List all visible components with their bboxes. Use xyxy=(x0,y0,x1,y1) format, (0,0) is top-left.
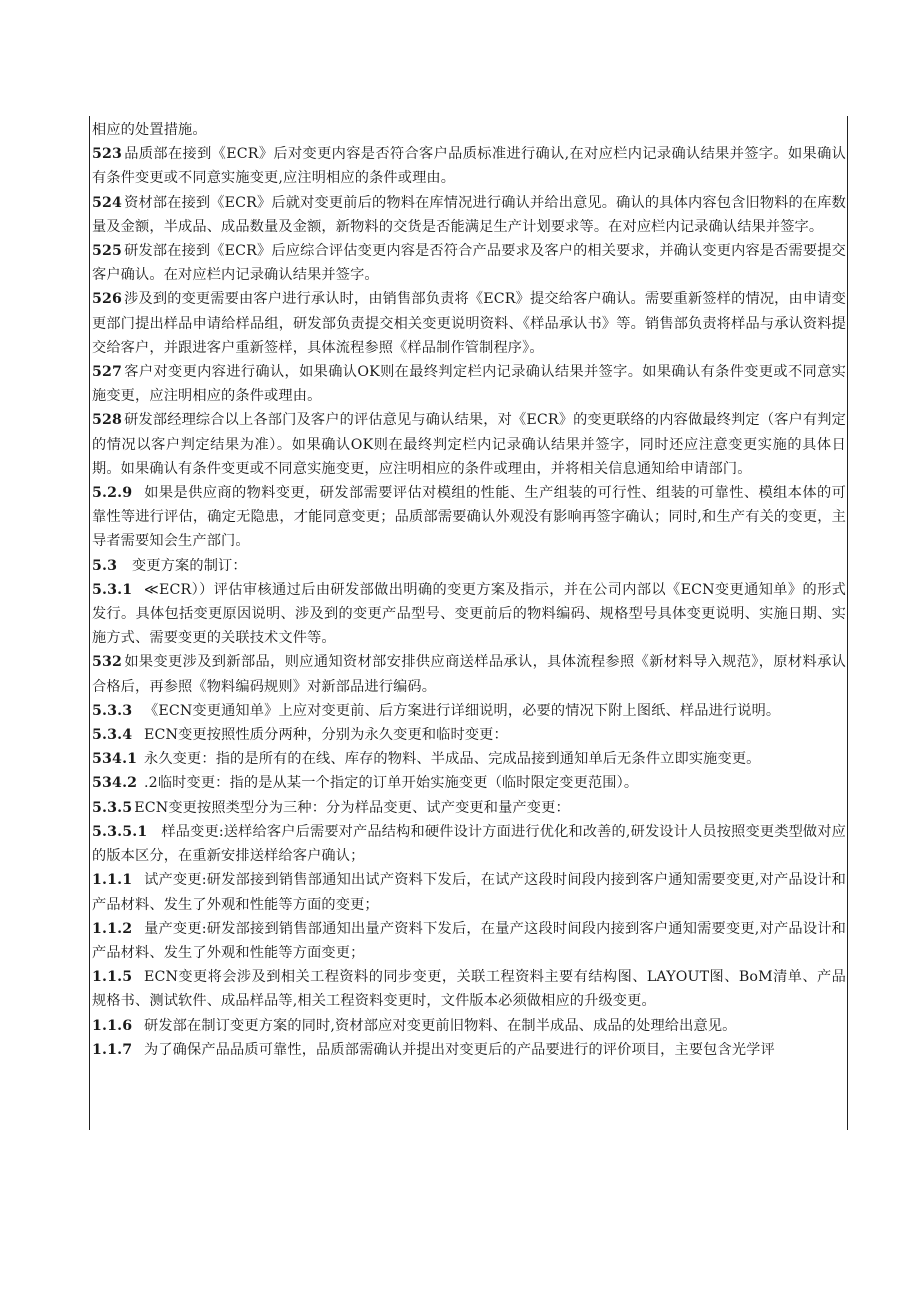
section-number: 523 xyxy=(92,146,123,163)
section-number: 5.3.4 xyxy=(92,727,133,744)
paragraph-527: 527 客户对变更内容进行确认，如果确认OK则在最终判定栏内记录确认结果并签字。如果确认有条件变更或不同意实施变更，应注明相应的条件或理由。 xyxy=(92,364,846,405)
paragraph-continuation: 相应的处置措施。 xyxy=(92,122,207,138)
section-number: 5.2.9 xyxy=(92,485,133,502)
section-number: 5.3 xyxy=(92,557,118,574)
section-number: 525 xyxy=(92,243,123,260)
paragraph-1-1-1: 1.1.1 试产变更:研发部接到销售部通知出试产资料下发后，在试产这段时间段内接到客户通知需要变更,对产品设计和产品材料、发生了外观和性能等方面的变更； xyxy=(92,868,846,916)
section-number: 526 xyxy=(92,291,123,308)
paragraph-1-1-2: 1.1.2 量产变更:研发部接到销售部通知出量产资料下发后，在量产这段时间段内接到客户通知需要变更,对产品设计和产品材料、发生了外观和性能等方面变更； xyxy=(92,917,846,965)
paragraph-524: 524 资材部在接到《ECR》后就对变更前后的物料在库情况进行确认并给出意见。确认的具体内容包含旧物料的在库数量及金额，半成品、成品数量及金额，新物料的交货是否能满足生产计划要求等。在对应栏内记录确认结果并签字。 xyxy=(92,194,846,235)
paragraph-5-2-9: 5.2.9 如果是供应商的物料变更，研发部需要评估对模组的性能、生产组装的可行性、组装的可靠性、模组本体的可靠性等进行评估，确定无隐患，才能同意变更；品质部需要确认外观没有影响再签字确认；同时,和生产有关的变更，主导者需要知会生产部门。 xyxy=(92,481,846,554)
paragraph-1-1-5: 1.1.5 ECN变更将会涉及到相关工程资料的同步变更，关联工程资料主要有结构图、LAYOUT图、BoM清单、产品规格书、测试软件、成品样品等,相关工程资料变更时，文件版本必须做相应的升级变更。 xyxy=(92,965,846,1013)
section-number: 1.1.1 xyxy=(92,872,133,889)
section-number: 5.3.5.1 xyxy=(92,823,148,840)
section-number: 5.3.3 xyxy=(92,702,133,719)
paragraph-1-1-7: 1.1.7 为了确保产品品质可靠性，品质部需确认并提出对变更后的产品要进行的评价项目，主要包含光学评 xyxy=(92,1038,846,1062)
paragraph-5-3-5: 5.3.5 ECN变更按照类型分为三种：分为样品变更、试产变更和量产变更： xyxy=(92,799,570,816)
section-number: 532 xyxy=(92,654,123,671)
paragraph-5-3-5-1: 5.3.5.1 样品变更:送样给客户后需要对产品结构和硬件设计方面进行优化和改善的,研发设计人员按照变更类型做对应的版本区分，在重新安排送样给客户确认； xyxy=(92,823,846,865)
section-number: 527 xyxy=(92,364,123,381)
section-number: 524 xyxy=(92,194,123,211)
section-number: 5.3.5 xyxy=(92,799,133,816)
document-body xyxy=(92,118,846,1062)
paragraph-523: 523 品质部在接到《ECR》后对变更内容是否符合客户品质标准进行确认,在对应栏内记录确认结果并签字。如果确认有条件变更或不同意实施变更,应注明相应的条件或理由。 xyxy=(92,146,846,187)
paragraph-534-2: 534.2 .2临时变更：指的是从某一个指定的订单开始实施变更（临时限定变更范围）。 xyxy=(92,771,846,795)
paragraph-5-3-3: 5.3.3 《ECN变更通知单》上应对变更前、后方案进行详细说明，必要的情况下附上图纸、样品进行说明。 xyxy=(92,699,846,723)
paragraph-528: 528 研发部经理综合以上各部门及客户的评估意见与确认结果，对《ECR》的变更联络的内容做最终判定（客户有判定的情况以客户判定结果为准）。如果确认OK则在最终判定栏内记录确认结果并签字，同时还应注意变更实施的具体日期。如果确认有条件变更或不同意实施变更，应注明相应的条件或理由，并将相关信息通知给申请部门。 xyxy=(92,412,846,477)
paragraph-534-1: 534.1 永久变更：指的是所有的在线、库存的物料、半成品、完成品接到通知单后无条件立即实施变更。 xyxy=(92,747,846,771)
heading-5-3: 5.3 变更方案的制订： xyxy=(92,554,846,578)
section-number: 1.1.7 xyxy=(92,1041,133,1058)
paragraph-526: 526 涉及到的变更需要由客户进行承认时，由销售部负责将《ECR》提交给客户确认。需要重新签样的情况，由申请变更部门提出样品申请给样品组，研发部负责提交相关变更说明资料、《样品承认书》等。销售部负责将样品与承认资料提交给客户，并跟进客户重新签样，具体流程参照《样品制作管制程序》。 xyxy=(92,291,846,356)
section-number: 1.1.5 xyxy=(92,969,133,986)
section-number: 534.1 xyxy=(92,751,138,768)
paragraph-5-3-4: 5.3.4 ECN变更按照性质分两种，分别为永久变更和临时变更： xyxy=(92,723,846,747)
section-number: 528 xyxy=(92,412,123,429)
section-number: 5.3.1 xyxy=(92,581,133,598)
paragraph-1-1-6: 1.1.6 研发部在制订变更方案的同时,资材部应对变更前旧物料、在制半成品、成品的处理给出意见。 xyxy=(92,1014,846,1038)
paragraph-5-3-1: 5.3.1 ≪ECR））评估审核通过后由研发部做出明确的变更方案及指示，并在公司内部以《ECN变更通知单》的形式发行。具体包括变更原因说明、涉及到的变更产品型号、变更前后的物料编码、规格型号具体变更说明、实施日期、实施方式、需要变更的关联技术文件等。 xyxy=(92,578,846,651)
section-number: 1.1.6 xyxy=(92,1017,133,1034)
section-number: 1.1.2 xyxy=(92,920,133,937)
section-number: 534.2 xyxy=(92,775,138,792)
paragraph-525: 525 研发部在接到《ECR》后应综合评估变更内容是否符合产品要求及客户的相关要求，并确认变更内容是否需要提交客户确认。在对应栏内记录确认结果并签字。 xyxy=(92,243,846,284)
paragraph-532: 532 如果变更涉及到新部品，则应通知资材部安排供应商送样品承认，具体流程参照《新材料导入规范》，原材料承认合格后，再参照《物料编码规则》对新部品进行编码。 xyxy=(92,654,846,695)
